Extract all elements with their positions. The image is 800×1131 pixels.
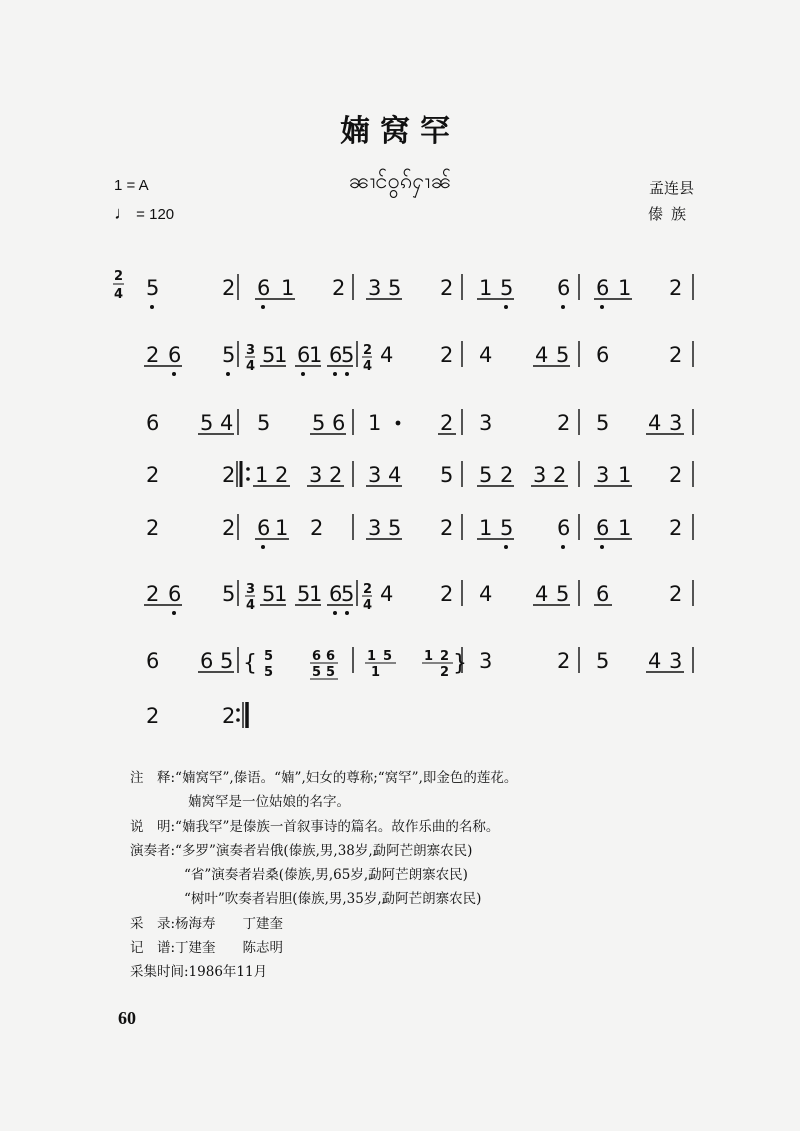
svg-text:6: 6 bbox=[297, 343, 311, 367]
svg-text:4: 4 bbox=[479, 582, 493, 606]
note-line: 婻窝罕是一位姑娘的名字。 bbox=[188, 794, 350, 811]
svg-text:5: 5 bbox=[220, 649, 234, 673]
svg-text:5: 5 bbox=[556, 582, 570, 606]
svg-text:3: 3 bbox=[669, 649, 683, 673]
annotations bbox=[130, 766, 730, 985]
svg-text:1: 1 bbox=[274, 582, 288, 606]
svg-text:6: 6 bbox=[596, 516, 610, 540]
svg-text:3: 3 bbox=[533, 463, 547, 487]
svg-text:1: 1 bbox=[309, 582, 323, 606]
svg-text:3: 3 bbox=[479, 649, 493, 673]
svg-text:4: 4 bbox=[363, 598, 373, 613]
svg-text:5: 5 bbox=[222, 343, 236, 367]
svg-text:5: 5 bbox=[312, 411, 326, 435]
svg-text:1: 1 bbox=[618, 516, 632, 540]
time-signature bbox=[113, 269, 124, 302]
svg-text:3: 3 bbox=[669, 411, 683, 435]
svg-text:5: 5 bbox=[146, 276, 160, 300]
svg-text:2: 2 bbox=[146, 704, 160, 728]
svg-text:6: 6 bbox=[257, 276, 271, 300]
svg-text:1: 1 bbox=[371, 665, 381, 680]
svg-text:1: 1 bbox=[281, 276, 295, 300]
svg-text:2: 2 bbox=[669, 276, 683, 300]
svg-text:6: 6 bbox=[329, 582, 343, 606]
svg-text:6: 6 bbox=[596, 343, 610, 367]
svg-text:2: 2 bbox=[222, 463, 236, 487]
svg-text:6: 6 bbox=[257, 516, 271, 540]
svg-text:2: 2 bbox=[275, 463, 289, 487]
svg-text:1: 1 bbox=[479, 276, 493, 300]
svg-text:2: 2 bbox=[310, 516, 324, 540]
origin-county: 孟连县 bbox=[648, 179, 694, 197]
score-row-7 bbox=[146, 647, 693, 680]
svg-text:1: 1 bbox=[255, 463, 269, 487]
svg-text:6: 6 bbox=[168, 343, 182, 367]
svg-text:6: 6 bbox=[146, 411, 160, 435]
score-row-5 bbox=[146, 514, 693, 549]
svg-text:4: 4 bbox=[380, 343, 394, 367]
svg-text:2: 2 bbox=[669, 516, 683, 540]
svg-text:4: 4 bbox=[648, 411, 662, 435]
svg-text:2: 2 bbox=[669, 463, 683, 487]
svg-text:4: 4 bbox=[535, 582, 549, 606]
note-line: 采 录:杨海寿 丁建奎 bbox=[130, 915, 284, 932]
svg-text:2: 2 bbox=[332, 276, 346, 300]
note-line: 采集时间:1986年11月 bbox=[130, 964, 268, 981]
svg-text:5: 5 bbox=[297, 582, 311, 606]
svg-text:6: 6 bbox=[596, 582, 610, 606]
svg-text:5: 5 bbox=[257, 411, 271, 435]
svg-text:5: 5 bbox=[312, 665, 322, 680]
svg-text:3: 3 bbox=[368, 276, 382, 300]
svg-text:2: 2 bbox=[329, 463, 343, 487]
svg-text:2: 2 bbox=[222, 704, 236, 728]
svg-text:1: 1 bbox=[367, 649, 377, 664]
svg-text:6: 6 bbox=[332, 411, 346, 435]
svg-text:2: 2 bbox=[553, 463, 567, 487]
svg-text:}: } bbox=[453, 651, 467, 676]
score-row-6 bbox=[144, 580, 693, 615]
note-line: 说 明:“婻我罕”是傣族一首叙事诗的篇名。故作乐曲的名称。 bbox=[130, 818, 500, 835]
svg-text:2: 2 bbox=[440, 343, 454, 367]
svg-text:3: 3 bbox=[479, 411, 493, 435]
svg-text:2: 2 bbox=[440, 411, 454, 435]
svg-text:5: 5 bbox=[388, 276, 402, 300]
svg-text:5: 5 bbox=[341, 582, 355, 606]
svg-text:4: 4 bbox=[246, 359, 256, 374]
svg-text:3: 3 bbox=[309, 463, 323, 487]
svg-text:2: 2 bbox=[669, 343, 683, 367]
svg-text:5: 5 bbox=[596, 411, 610, 435]
svg-text:4: 4 bbox=[535, 343, 549, 367]
svg-text:4: 4 bbox=[648, 649, 662, 673]
svg-text:2: 2 bbox=[222, 276, 236, 300]
svg-text:5: 5 bbox=[440, 463, 454, 487]
svg-text:{: { bbox=[243, 651, 257, 676]
svg-text:1: 1 bbox=[309, 343, 323, 367]
svg-text:6: 6 bbox=[557, 516, 571, 540]
svg-text:4: 4 bbox=[363, 359, 373, 374]
time-sig-bottom: 4 bbox=[114, 287, 124, 302]
svg-text:1: 1 bbox=[618, 463, 632, 487]
note-line: 记 谱:丁建奎 陈志明 bbox=[130, 940, 284, 957]
svg-text:3: 3 bbox=[368, 516, 382, 540]
svg-text:5: 5 bbox=[200, 411, 214, 435]
svg-text:4: 4 bbox=[246, 598, 256, 613]
svg-text:6: 6 bbox=[312, 649, 322, 664]
svg-text:2: 2 bbox=[440, 665, 450, 680]
svg-text:2: 2 bbox=[146, 516, 160, 540]
svg-text:2: 2 bbox=[363, 582, 373, 597]
svg-text:5: 5 bbox=[500, 276, 514, 300]
svg-text:2: 2 bbox=[440, 516, 454, 540]
svg-text:6: 6 bbox=[596, 276, 610, 300]
svg-text:6: 6 bbox=[200, 649, 214, 673]
svg-text:2: 2 bbox=[146, 343, 160, 367]
score-row-3 bbox=[146, 409, 693, 435]
page-title: 婻窝罕 bbox=[340, 114, 460, 149]
svg-text:5: 5 bbox=[341, 343, 355, 367]
svg-text:2: 2 bbox=[146, 463, 160, 487]
svg-text:5: 5 bbox=[388, 516, 402, 540]
svg-text:2: 2 bbox=[557, 649, 571, 673]
svg-text:1: 1 bbox=[368, 411, 382, 435]
svg-text:1: 1 bbox=[618, 276, 632, 300]
svg-text:5: 5 bbox=[383, 649, 393, 664]
svg-text:3: 3 bbox=[246, 343, 256, 358]
svg-text:2: 2 bbox=[440, 582, 454, 606]
svg-text:5: 5 bbox=[222, 582, 236, 606]
svg-text:2: 2 bbox=[500, 463, 514, 487]
score-row-1 bbox=[146, 274, 693, 309]
svg-text:1: 1 bbox=[479, 516, 493, 540]
note-line: 演奏者:“多罗”演奏者岩俄(傣族,男,38岁,勐阿芒朗寨农民) bbox=[130, 842, 473, 859]
svg-text:2: 2 bbox=[222, 516, 236, 540]
svg-text:1: 1 bbox=[274, 343, 288, 367]
time-sig-top: 2 bbox=[114, 269, 124, 284]
page-number: 60 bbox=[118, 1008, 136, 1028]
svg-text:5: 5 bbox=[596, 649, 610, 673]
svg-text:2: 2 bbox=[557, 411, 571, 435]
svg-text:5: 5 bbox=[262, 582, 276, 606]
svg-text:6: 6 bbox=[168, 582, 182, 606]
svg-text:6: 6 bbox=[557, 276, 571, 300]
svg-text:2: 2 bbox=[363, 343, 373, 358]
svg-text:2: 2 bbox=[669, 582, 683, 606]
svg-text:6: 6 bbox=[146, 649, 160, 673]
note-line: 注 释:“婻窝罕”,傣语。“婻”,妇女的尊称;“窝罕”,即金色的莲花。 bbox=[130, 770, 518, 786]
note-line: “树叶”吹奏者岩胆(傣族,男,35岁,勐阿芒朗寨农民) bbox=[184, 891, 482, 908]
key-signature: 1 = A bbox=[114, 177, 149, 194]
svg-text:5: 5 bbox=[479, 463, 493, 487]
svg-text:4: 4 bbox=[479, 343, 493, 367]
svg-text:3: 3 bbox=[368, 463, 382, 487]
score-row-8 bbox=[146, 702, 247, 728]
score-row-2 bbox=[144, 341, 693, 376]
svg-text:3: 3 bbox=[596, 463, 610, 487]
tempo-value: = 120 bbox=[136, 206, 175, 223]
svg-text:3: 3 bbox=[246, 582, 256, 597]
svg-text:5: 5 bbox=[262, 343, 276, 367]
svg-text:1: 1 bbox=[424, 649, 434, 664]
svg-text:4: 4 bbox=[380, 582, 394, 606]
svg-text:5: 5 bbox=[500, 516, 514, 540]
origin-ethnicity: 傣族 bbox=[647, 205, 694, 223]
svg-text:5: 5 bbox=[556, 343, 570, 367]
svg-text:6: 6 bbox=[326, 649, 336, 664]
svg-text:2: 2 bbox=[440, 276, 454, 300]
svg-text:2: 2 bbox=[146, 582, 160, 606]
svg-text:6: 6 bbox=[329, 343, 343, 367]
svg-text:5: 5 bbox=[326, 665, 336, 680]
quarter-note-icon: ♩ bbox=[114, 203, 132, 223]
dai-script-title: ၼၢင်ဝွၵ်ႁၢၼ် bbox=[348, 169, 452, 194]
svg-text:4: 4 bbox=[220, 411, 234, 435]
svg-text:2: 2 bbox=[440, 649, 450, 664]
svg-text:5: 5 bbox=[264, 649, 274, 664]
svg-text:1: 1 bbox=[275, 516, 289, 540]
svg-text:5: 5 bbox=[264, 665, 274, 680]
note-line: “省”演奏者岩桑(傣族,男,65岁,勐阿芒朗寨农民) bbox=[184, 867, 468, 884]
svg-text:4: 4 bbox=[388, 463, 402, 487]
score-row-4 bbox=[146, 461, 693, 487]
